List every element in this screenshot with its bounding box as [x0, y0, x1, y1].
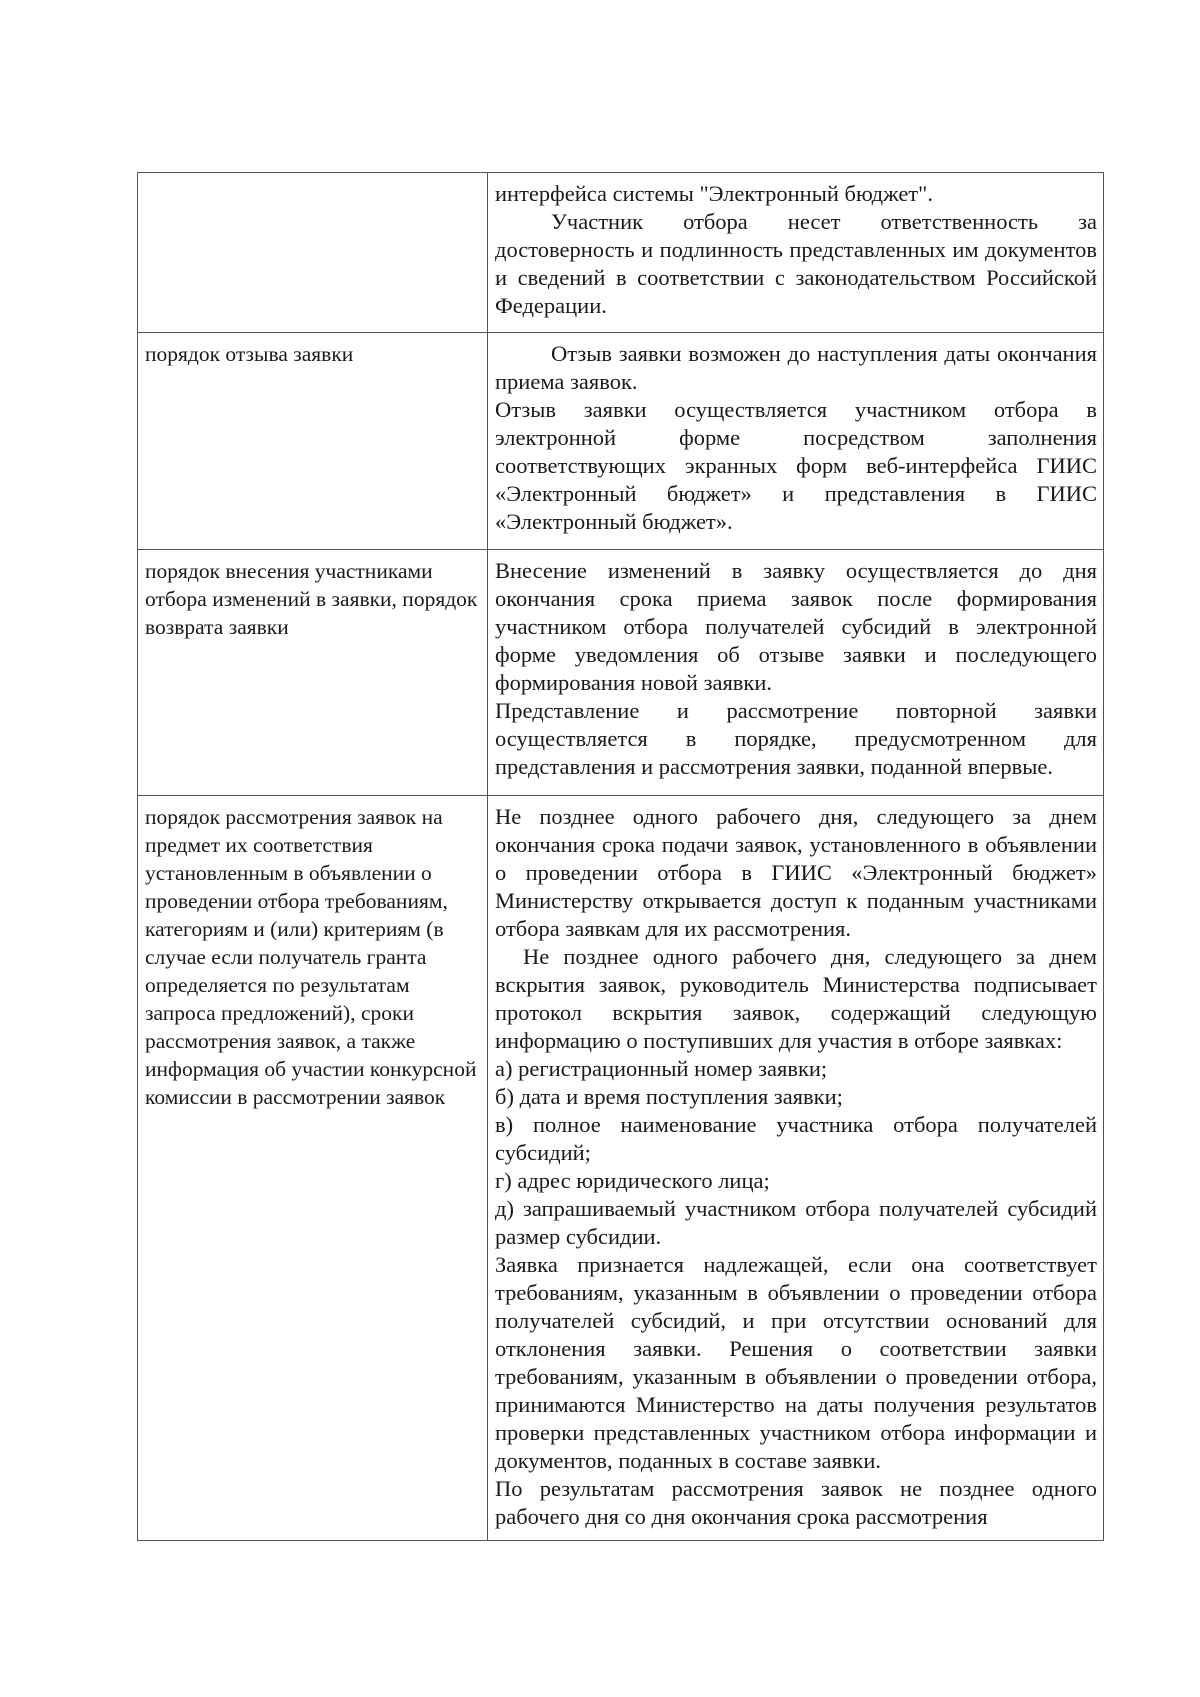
table-row — [138, 796, 1104, 1541]
paragraph: Не позднее одного рабочего дня, следующего за днем вскрытия заявок, руководитель Министерства подписывает протокол вскрытия заявок, содержащий следующую информацию о поступивших для участия в отборе заявках: — [495, 944, 1097, 1053]
row-content — [488, 796, 1104, 1541]
paragraph: Участник отбора несет ответственность за достоверность и подлинность представленных им документов и сведений в соответствии с законодательством Российской Федерации. — [495, 209, 1097, 318]
row-label: порядок отзыва заявки — [138, 333, 488, 550]
list-item: г) адрес юридического лица; — [495, 1168, 770, 1193]
list-item: д) запрашиваемый участником отбора получателей субсидий размер субсидии. — [495, 1196, 1097, 1249]
list-item: в) полное наименование участника отбора получателей субсидий; — [495, 1112, 1097, 1165]
paragraph: интерфейса системы "Электронный бюджет". — [495, 181, 933, 206]
table-row — [138, 173, 1104, 333]
paragraph: Заявка признается надлежащей, если она соответствует требованиям, указанным в объявлении о проведении отбора получателей субсидий, и при отсутствии оснований для отклонения заявки. Решения о соответствии заявки требованиям, указанным в объявлении о проведении отбора, принимаются Министерство на даты получения результатов проверки представленных участником отбора информации и документов, поданных в составе заявки. — [495, 1252, 1097, 1473]
row-content — [488, 550, 1104, 796]
paragraph: Представление и рассмотрение повторной заявки осуществляется в порядке, предусмотренном для представления и рассмотрения заявки, поданной впервые. — [495, 698, 1097, 779]
paragraph: Не позднее одного рабочего дня, следующего за днем окончания срока подачи заявок, установленного в объявлении о проведении отбора в ГИИС «Электронный бюджет» Министерству открывается доступ к поданным участниками отбора заявкам для их рассмотрения. — [495, 804, 1097, 941]
list-item: а) регистрационный номер заявки; — [495, 1056, 828, 1081]
paragraph: Внесение изменений в заявку осуществляется до дня окончания срока приема заявок после формирования участником отбора получателей субсидий в электронной форме уведомления об отзыве заявки и последующего формирования новой заявки. — [495, 558, 1097, 695]
list-item: б) дата и время поступления заявки; — [495, 1084, 843, 1109]
row-content — [488, 333, 1104, 550]
paragraph: Отзыв заявки возможен до наступления даты окончания приема заявок. — [495, 341, 1097, 394]
paragraph: Отзыв заявки осуществляется участником отбора в электронной форме посредством заполнения соответствующих экранных форм веб-интерфейса ГИИС «Электронный бюджет» и представления в ГИИС «Электронный бюджет». — [495, 397, 1097, 534]
table-row — [138, 333, 1104, 550]
paragraph: По результатам рассмотрения заявок не позднее одного рабочего дня со дня окончания срока рассмотрения — [495, 1476, 1097, 1529]
row-label: порядок рассмотрения заявок на предмет их соответствия установленным в объявлении о проведении отбора требованиям, категориям и (или) критериям (в случае если получатель гранта определяется по результатам запроса предложений), сроки рассмотрения заявок, а также информация об участии конкурсной комиссии в рассмотрении заявок — [138, 796, 488, 1541]
row-label: порядок внесения участниками отбора изменений в заявки, порядок возврата заявки — [138, 550, 488, 796]
table-row — [138, 550, 1104, 796]
row-content — [488, 173, 1104, 333]
requirements-table — [137, 172, 1104, 1541]
row-label — [138, 173, 488, 333]
